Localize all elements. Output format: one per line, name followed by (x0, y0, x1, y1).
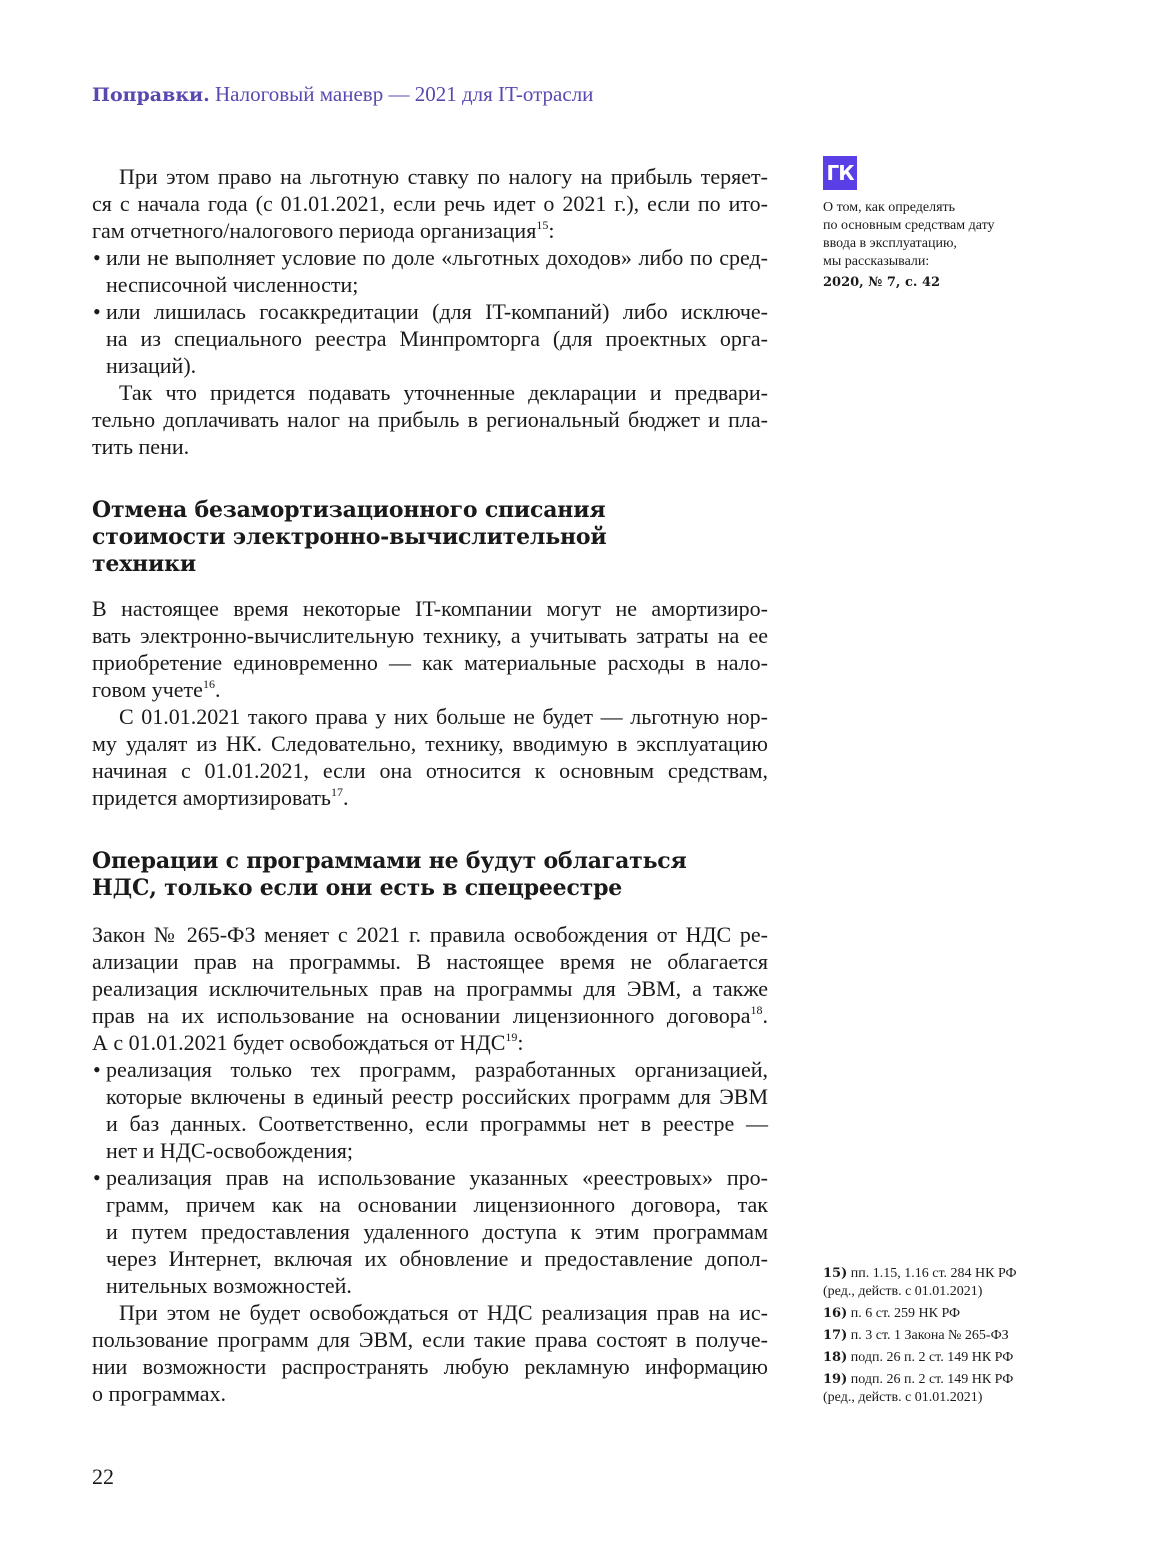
footnote-text: подп. 26 п. 2 ст. 149 НК РФ (850, 1350, 1014, 1365)
line-text: пользование программ для ЭВМ, если такие права состоят в получе- (92, 1327, 768, 1352)
bullet-line (106, 1218, 768, 1245)
line-text: или лишилась госаккредитации (для IT-компаний) либо исключе- (106, 299, 768, 324)
bullet-line (93, 244, 768, 271)
text-line (92, 595, 768, 622)
bullet-line (106, 1191, 768, 1218)
section-heading: стоимости электронно-вычислительной (92, 524, 607, 550)
section-label: Поправки. (92, 84, 210, 106)
footnote-text: п. 3 ст. 1 Закона № 265-ФЗ (850, 1328, 1009, 1343)
bullet-line (106, 1245, 768, 1272)
text-line (92, 622, 768, 649)
line-punct: . (214, 677, 221, 702)
sidebar-line: О том, как определять (823, 200, 956, 215)
line-text: С 01.01.2021 такого права у них больше не будет — льготную нор- (119, 704, 768, 729)
line-text: нии возможности распространять любую рекламную информацию (92, 1354, 768, 1379)
text-line (92, 1353, 768, 1380)
footnote-number: 18) (823, 1350, 848, 1365)
text-line (92, 190, 768, 217)
footnote-ref: 19 (505, 1030, 518, 1044)
bullet-line (106, 1083, 768, 1110)
bullet-line (106, 1272, 768, 1299)
line-text: и баз данных. Соответственно, если программы нет в реестре — (106, 1111, 768, 1136)
footnote-text: п. 6 ст. 259 НК РФ (850, 1306, 961, 1321)
text-line (92, 1029, 768, 1056)
sidebar-line: мы рассказывали: (823, 254, 930, 269)
footnote (823, 1305, 960, 1323)
line-text: на из специального реестра Минпромторга (для проектных орга- (106, 326, 768, 351)
line-text: Так что придется подавать уточненные декларации и предвари- (119, 380, 768, 405)
text-line (119, 163, 768, 190)
line-text: вать электронно-вычислительную технику, а учитывать затраты на ее (92, 623, 768, 648)
sidebar-reference: 2020, № 7, с. 42 (823, 275, 941, 290)
text-line (92, 1002, 768, 1029)
line-text: тить пени. (92, 434, 190, 459)
line-text: му удалят из НК. Следовательно, технику, вводимую в эксплуатацию (92, 731, 768, 756)
footnote-number: 17) (823, 1328, 848, 1343)
line-text: гам отчетного/налогового периода организация (92, 218, 537, 243)
line-text: говом учете (92, 677, 203, 702)
line-text: При этом не будет освобождаться от НДС реализация прав на ис- (119, 1300, 768, 1325)
text-line (92, 649, 768, 676)
section-heading: техники (92, 551, 196, 577)
line-text: придется амортизировать (92, 785, 331, 810)
running-header (92, 82, 593, 107)
text-line (92, 757, 768, 784)
bullet-line (106, 1137, 768, 1164)
section-heading: НДС, только если они есть в спецреестре (92, 875, 623, 901)
footnote-number: 15) (823, 1266, 848, 1281)
line-text: нительных возможностей. (106, 1273, 352, 1298)
bullet-line (106, 325, 768, 352)
bullet-line (106, 271, 768, 298)
footnote (823, 1327, 1009, 1345)
line-text: ся с начала года (с 01.01.2021, если речь идет о 2021 г.), если по ито- (92, 191, 768, 216)
bullet-line (93, 1056, 768, 1083)
section-heading: Отмена безамортизационного списания (92, 497, 606, 523)
footnote-text: подп. 26 п. 2 ст. 149 НК РФ (850, 1372, 1014, 1387)
line-text: грамм, причем как на основании лицензионного договора, так (106, 1192, 768, 1217)
footnote-ref: 17 (330, 785, 343, 799)
line-text: приобретение единовременно — как материальные расходы в нало- (92, 650, 768, 675)
line-text: ализации прав на программы. В настоящее время не облагается (92, 949, 768, 974)
bullet-icon: • (93, 1057, 101, 1082)
footnote-ref: 18 (750, 1003, 763, 1017)
sidebar-note (823, 199, 995, 292)
line-text: несписочной численности; (106, 272, 359, 297)
line-text: При этом право на льготную ставку по налогу на прибыль теряет- (119, 164, 768, 189)
line-punct: . (762, 1003, 768, 1028)
bullet-line (106, 352, 768, 379)
footnote-number: 19) (823, 1372, 848, 1387)
text-line (92, 217, 768, 244)
footnote-ref: 16 (202, 677, 215, 691)
line-text: о программах. (92, 1381, 227, 1406)
bullet-line (106, 1110, 768, 1137)
line-text: реализация прав на использование указанных «реестровых» про- (106, 1165, 768, 1190)
line-punct: . (342, 785, 349, 810)
footnote (823, 1371, 1013, 1407)
text-line (92, 784, 768, 811)
magazine-logo-icon: ГК (823, 156, 857, 190)
text-line (92, 676, 768, 703)
header-title: Налоговый маневр — 2021 для IT-отрасли (215, 82, 594, 106)
footnote (823, 1265, 1017, 1301)
text-line (119, 1299, 768, 1326)
text-line (92, 948, 768, 975)
line-punct: : (548, 218, 555, 243)
footnote-number: 16) (823, 1306, 848, 1321)
text-line (92, 406, 768, 433)
line-text: которые включены в единый реестр российских программ для ЭВМ (106, 1084, 768, 1109)
section-heading: Операции с программами не будут облагаться (92, 848, 687, 874)
line-text: А с 01.01.2021 будет освобождаться от НДС (92, 1030, 506, 1055)
line-text: реализация только тех программ, разработанных организацией, (106, 1057, 768, 1082)
page-number: 22 (92, 1464, 114, 1489)
footnote-text: (ред., действ. с 01.01.2021) (823, 1284, 983, 1299)
bullet-icon: • (93, 1165, 101, 1190)
text-line (92, 730, 768, 757)
line-text: реализация исключительных прав на программы для ЭВМ, а также (92, 976, 768, 1001)
line-text: Закон № 265-ФЗ меняет с 2021 г. правила освобождения от НДС ре- (92, 922, 768, 947)
line-text: начиная с 01.01.2021, если она относится к основным средствам, (92, 758, 768, 783)
text-line (92, 433, 768, 460)
bullet-icon: • (93, 245, 101, 270)
text-line (92, 1326, 768, 1353)
bullet-line (93, 298, 768, 325)
bullet-icon: • (93, 299, 101, 324)
line-text: и путем предоставления удаленного доступа к этим программам (106, 1219, 768, 1244)
line-text: низаций). (106, 353, 197, 378)
line-text: тельно доплачивать налог на прибыль в региональный бюджет и пла- (92, 407, 768, 432)
line-text: нет и НДС-освобождения; (106, 1138, 353, 1163)
footnote (823, 1349, 1013, 1367)
line-text: прав на их использование на основании лицензионного договора (92, 1003, 751, 1028)
text-line (119, 379, 768, 406)
line-text: или не выполняет условие по доле «льготных доходов» либо по сред- (106, 245, 768, 270)
text-line (92, 1380, 768, 1407)
line-punct: : (517, 1030, 524, 1055)
sidebar-line: по основным средствам дату (823, 218, 995, 233)
line-text: В настоящее время некоторые IT-компании могут не амортизиро- (92, 596, 768, 621)
footnote-text: пп. 1.15, 1.16 ст. 284 НК РФ (850, 1266, 1017, 1281)
line-text: через Интернет, включая их обновление и предоставление допол- (106, 1246, 768, 1271)
bullet-line (93, 1164, 768, 1191)
sidebar-line: ввода в эксплуатацию, (823, 236, 957, 251)
text-line (119, 703, 768, 730)
footnote-text: (ред., действ. с 01.01.2021) (823, 1390, 983, 1405)
text-line (92, 921, 768, 948)
footnote-ref: 15 (536, 218, 549, 232)
text-line (92, 975, 768, 1002)
